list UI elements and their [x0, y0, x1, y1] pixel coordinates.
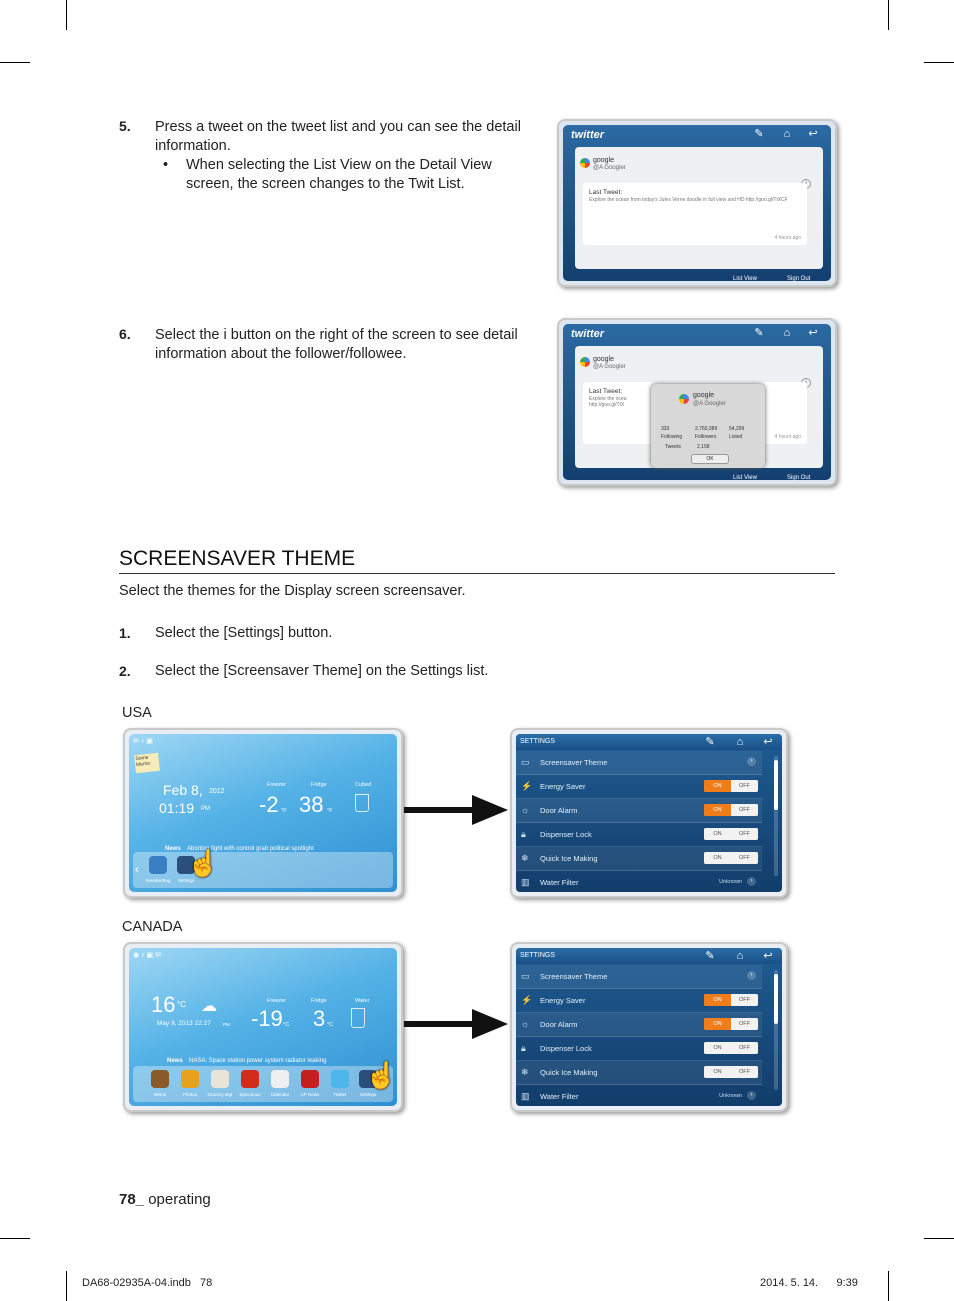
app-dock: [133, 1066, 393, 1102]
step-number: 1.: [119, 625, 131, 641]
tweet-card[interactable]: [575, 147, 823, 269]
off-option[interactable]: OFF: [731, 828, 758, 840]
on-option[interactable]: ON: [704, 1018, 731, 1030]
lock-icon: 🔒︎: [521, 829, 526, 839]
time-ago: 4 hours ago: [774, 235, 801, 241]
tweet-text-part2: http://goo.gl/TtX: [589, 402, 625, 408]
page-section: operating: [148, 1191, 211, 1208]
app-dock: [133, 852, 393, 888]
edit-icon[interactable]: ✎: [754, 327, 764, 339]
tweets-label: Tweets: [665, 444, 681, 450]
app-label: Settings: [177, 878, 195, 883]
canada-settings-screen: [510, 942, 788, 1112]
freezer-temp[interactable]: -19: [251, 1006, 283, 1031]
settings-row-water-filter[interactable]: [516, 871, 762, 892]
outdoor-unit: °C: [177, 1000, 186, 1009]
section-title: SCREENSAVER THEME: [119, 547, 356, 570]
memo-note[interactable]: Some Memo: [134, 753, 160, 773]
fridge-label: Fridge: [311, 998, 327, 1004]
step-text: Select the i button on the right of the screen to see detail information about the follower/followee.: [155, 327, 518, 362]
step-text: Select the [Screensaver Theme] on the Settings list.: [155, 663, 489, 679]
cloud-icon: ☁: [201, 998, 217, 1015]
scroll-thumb[interactable]: [774, 974, 778, 1024]
canada-label: CANADA: [122, 919, 183, 935]
twitter-detail-screen: [557, 119, 837, 287]
settings-row-door-alarm: [516, 799, 762, 823]
water-glass-icon[interactable]: [351, 1008, 365, 1028]
lock-icon: 🔒︎: [521, 1043, 526, 1053]
filter-icon: ▥: [521, 1091, 530, 1101]
weatherbug-app-icon[interactable]: [149, 856, 167, 874]
settings-title: SETTINGS: [520, 738, 556, 745]
file-info: DA68-02935A-04.indb 78: [82, 1277, 213, 1289]
chevron-right-icon: ›: [747, 877, 756, 886]
listed-count: 54,299: [729, 426, 745, 432]
screensaver-icon: ▭: [521, 971, 530, 981]
section-rule: [119, 573, 835, 574]
ap-news-app-icon[interactable]: [301, 1070, 319, 1088]
step-number: 2.: [119, 663, 131, 679]
scrollbar[interactable]: [774, 756, 778, 876]
follower-info-popup: [651, 384, 765, 468]
ice-icon: ❄: [521, 853, 529, 863]
app-label: Memo: [153, 1092, 167, 1097]
news-text[interactable]: NASA: Space station power system radiator leaking: [189, 1058, 327, 1064]
google-logo-icon: [679, 394, 689, 404]
freezer-label: Freezer: [267, 998, 286, 1004]
app-label: AP News: [300, 1092, 320, 1097]
step-text: Select the [Settings] button.: [155, 625, 333, 641]
on-option[interactable]: ON: [704, 780, 731, 792]
off-option[interactable]: OFF: [731, 804, 758, 816]
settings-row-dispenser-lock: [516, 1037, 762, 1061]
step-number: 6.: [119, 326, 131, 342]
on-option[interactable]: ON: [704, 852, 731, 864]
memo-app-icon[interactable]: [151, 1070, 169, 1088]
status-icons: ✉ ♪ ▣: [133, 738, 153, 745]
chevron-left-icon[interactable]: ‹: [135, 862, 139, 876]
account-handle: @A Googler: [593, 364, 626, 370]
row-label: Energy Saver: [540, 996, 586, 1005]
news-text[interactable]: Abortion fight with control grab political spotlight: [187, 846, 314, 852]
settings-row-screensaver-theme[interactable]: [516, 965, 762, 989]
ok-button[interactable]: OK: [691, 454, 729, 464]
app-label: Twitter: [333, 1092, 347, 1097]
print-date: 2014. 5. 14. 9:39: [760, 1277, 858, 1289]
temp-unit: °F: [281, 808, 287, 814]
row-label: Water Filter: [540, 1092, 579, 1101]
app-label: Settings: [359, 1092, 377, 1097]
app-label: Epicurious: [239, 1092, 261, 1097]
settings-row-energy-saver: [516, 775, 762, 799]
usa-settings-screen: [510, 728, 788, 898]
filter-icon: ▥: [521, 877, 530, 887]
listed-label: Listed: [729, 434, 743, 440]
row-label: Quick Ice Making: [540, 854, 598, 863]
on-option[interactable]: ON: [704, 1066, 731, 1078]
account-name: google: [593, 157, 615, 164]
off-option[interactable]: OFF: [731, 994, 758, 1006]
page-footer: [119, 1191, 211, 1208]
step-text: Press a tweet on the tweet list and you can see the detail information.: [155, 119, 521, 154]
off-option[interactable]: OFF: [731, 780, 758, 792]
back-icon[interactable]: ↩: [763, 950, 773, 962]
energy-saver-toggle[interactable]: [704, 780, 758, 792]
grocery-app-icon[interactable]: [211, 1070, 229, 1088]
energy-saver-toggle[interactable]: [704, 994, 758, 1006]
row-label: Water Filter: [540, 878, 579, 887]
step-number: 5.: [119, 118, 131, 134]
bullet-text: When selecting the List View on the Detail View screen, the screen changes to the Twit List.: [186, 157, 492, 192]
water-filter-status: Unknown: [719, 1093, 742, 1099]
settings-row-door-alarm: [516, 1013, 762, 1037]
energy-icon: ⚡: [521, 781, 533, 791]
temp-unit: °F: [327, 808, 333, 814]
back-icon[interactable]: ↩: [808, 327, 818, 339]
row-label: Screensaver Theme: [540, 972, 608, 981]
settings-row-screensaver-theme[interactable]: [516, 751, 762, 775]
row-label: Door Alarm: [540, 1020, 578, 1029]
last-tweet-box: [583, 183, 807, 245]
settings-header: [516, 734, 782, 750]
list-view-button[interactable]: List View: [733, 276, 757, 282]
ice-icon: ❄: [521, 1067, 529, 1077]
arrow-right-icon: [404, 793, 510, 827]
photos-app-icon[interactable]: [181, 1070, 199, 1088]
home-icon[interactable]: ⌂: [783, 128, 791, 140]
twitter-logo: twitter: [571, 129, 604, 141]
sign-out-button[interactable]: Sign Out: [787, 276, 811, 282]
twitter-app-icon[interactable]: [331, 1070, 349, 1088]
news-label: News: [167, 1058, 183, 1064]
off-option[interactable]: OFF: [731, 1018, 758, 1030]
following-count: 333: [661, 426, 670, 432]
chevron-right-icon: ›: [747, 1091, 756, 1100]
dispenser-lock-toggle[interactable]: [704, 828, 758, 840]
screensaver-icon: ▭: [521, 757, 530, 767]
row-label: Dispenser Lock: [540, 830, 592, 839]
off-option[interactable]: OFF: [731, 1066, 758, 1078]
door-alarm-toggle[interactable]: [704, 804, 758, 816]
sign-out-button[interactable]: Sign Out: [787, 475, 811, 481]
on-option[interactable]: ON: [704, 1042, 731, 1054]
settings-row-dispenser-lock: [516, 823, 762, 847]
row-label: Dispenser Lock: [540, 1044, 592, 1053]
app-label: Grocery Mgr: [207, 1092, 233, 1097]
hand-pointer-icon: ☝: [187, 848, 220, 878]
bullet-dot: •: [163, 157, 169, 173]
epicurious-app-icon[interactable]: [241, 1070, 259, 1088]
status-icons: ◉ ♪ ▣ ✉: [133, 952, 161, 959]
canada-home-screen: [123, 942, 403, 1112]
list-view-button[interactable]: List View: [733, 475, 757, 481]
usa-label: USA: [122, 705, 152, 721]
followers-count: 2,760,389: [695, 426, 718, 432]
fridge-label: Fridge: [311, 782, 327, 788]
usa-home-screen: [123, 728, 403, 898]
edit-icon[interactable]: ✎: [754, 128, 764, 140]
scroll-thumb[interactable]: [774, 760, 778, 810]
settings-row-water-filter[interactable]: [516, 1085, 762, 1106]
scrollbar[interactable]: [774, 970, 778, 1090]
off-option[interactable]: OFF: [731, 852, 758, 864]
back-icon[interactable]: ↩: [763, 736, 773, 748]
off-option[interactable]: OFF: [731, 1042, 758, 1054]
tweets-count: 2,158: [697, 444, 710, 450]
cubed-label: Cubed: [355, 782, 372, 788]
row-label: Screensaver Theme: [540, 758, 608, 767]
popup-handle: @A Googler: [693, 401, 726, 407]
energy-icon: ⚡: [521, 995, 533, 1005]
google-logo-icon: [580, 357, 590, 367]
quick-ice-toggle[interactable]: [704, 1066, 758, 1078]
on-option[interactable]: ON: [704, 804, 731, 816]
freezer-label: Freezer: [267, 782, 286, 788]
page-number: 78_: [119, 1191, 145, 1208]
temp-unit: °C: [283, 1022, 290, 1028]
alarm-icon: ☼: [521, 1019, 530, 1029]
chevron-right-icon: ›: [747, 757, 756, 766]
news-label: News: [165, 846, 181, 852]
tweet-card[interactable]: [575, 346, 823, 468]
back-icon[interactable]: ↩: [808, 128, 818, 140]
water-label: Water: [355, 998, 370, 1004]
door-alarm-toggle[interactable]: [704, 1018, 758, 1030]
quick-ice-toggle[interactable]: [704, 852, 758, 864]
settings-header: [516, 948, 782, 964]
account-handle: @A Googler: [593, 165, 626, 171]
outdoor-temp: 16: [151, 992, 176, 1017]
settings-row-quick-ice: [516, 847, 762, 871]
date: Feb 8,: [163, 782, 203, 798]
time: 01:19: [159, 800, 195, 816]
edit-icon[interactable]: ✎: [705, 736, 715, 748]
section-intro: Select the themes for the Display screen screensaver.: [119, 583, 466, 599]
account-name: google: [593, 356, 615, 363]
am-pm: PM: [201, 806, 210, 812]
followers-label: Followers: [695, 434, 717, 440]
row-label: Energy Saver: [540, 782, 586, 791]
fridge-temp[interactable]: 3: [313, 1006, 326, 1031]
row-label: Door Alarm: [540, 806, 578, 815]
chevron-right-icon: ›: [747, 971, 756, 980]
home-icon[interactable]: ⌂: [783, 327, 791, 339]
app-label: Calendar: [270, 1092, 290, 1097]
date-time: May 9, 2013 22:27: [157, 1020, 211, 1027]
on-option[interactable]: ON: [704, 828, 731, 840]
year: 2012: [209, 788, 225, 795]
time-ago: 4 hours ago: [774, 434, 801, 440]
hand-pointer-icon: ☝: [365, 1060, 397, 1090]
home-icon[interactable]: ⌂: [736, 736, 744, 748]
settings-row-quick-ice: [516, 1061, 762, 1085]
edit-icon[interactable]: ✎: [705, 950, 715, 962]
app-label: WeatherBug: [145, 878, 171, 883]
freezer-temp[interactable]: -2: [259, 792, 279, 817]
tweet-text: Explore the ocean from today's Jules Verne doodle in full view and HD http://goo.gl/TtXCF: [589, 197, 788, 203]
on-option[interactable]: ON: [704, 994, 731, 1006]
tweet-text-part1: Explore the ocea: [589, 396, 627, 402]
app-label: Photos: [182, 1092, 197, 1097]
calendar-app-icon[interactable]: [271, 1070, 289, 1088]
temp-unit: °C: [327, 1022, 334, 1028]
twitter-info-screen: [557, 318, 837, 486]
last-tweet-label: Last Tweet:: [589, 388, 623, 395]
twitter-logo: twitter: [571, 328, 604, 340]
google-logo-icon: [580, 158, 590, 168]
arrow-right-icon: [404, 1007, 510, 1041]
row-label: Quick Ice Making: [540, 1068, 598, 1077]
alarm-icon: ☼: [521, 805, 530, 815]
settings-title: SETTINGS: [520, 952, 556, 959]
home-icon[interactable]: ⌂: [736, 950, 744, 962]
following-label: Following: [661, 434, 683, 440]
popup-name: google: [693, 392, 715, 399]
water-filter-status: Unknown: [719, 879, 742, 885]
am-pm: PM: [223, 1022, 230, 1027]
settings-row-energy-saver: [516, 989, 762, 1013]
fridge-temp[interactable]: 38: [299, 792, 324, 817]
dispenser-lock-toggle[interactable]: [704, 1042, 758, 1054]
ice-cup-icon[interactable]: [355, 794, 369, 812]
last-tweet-label: Last Tweet:: [589, 189, 623, 196]
